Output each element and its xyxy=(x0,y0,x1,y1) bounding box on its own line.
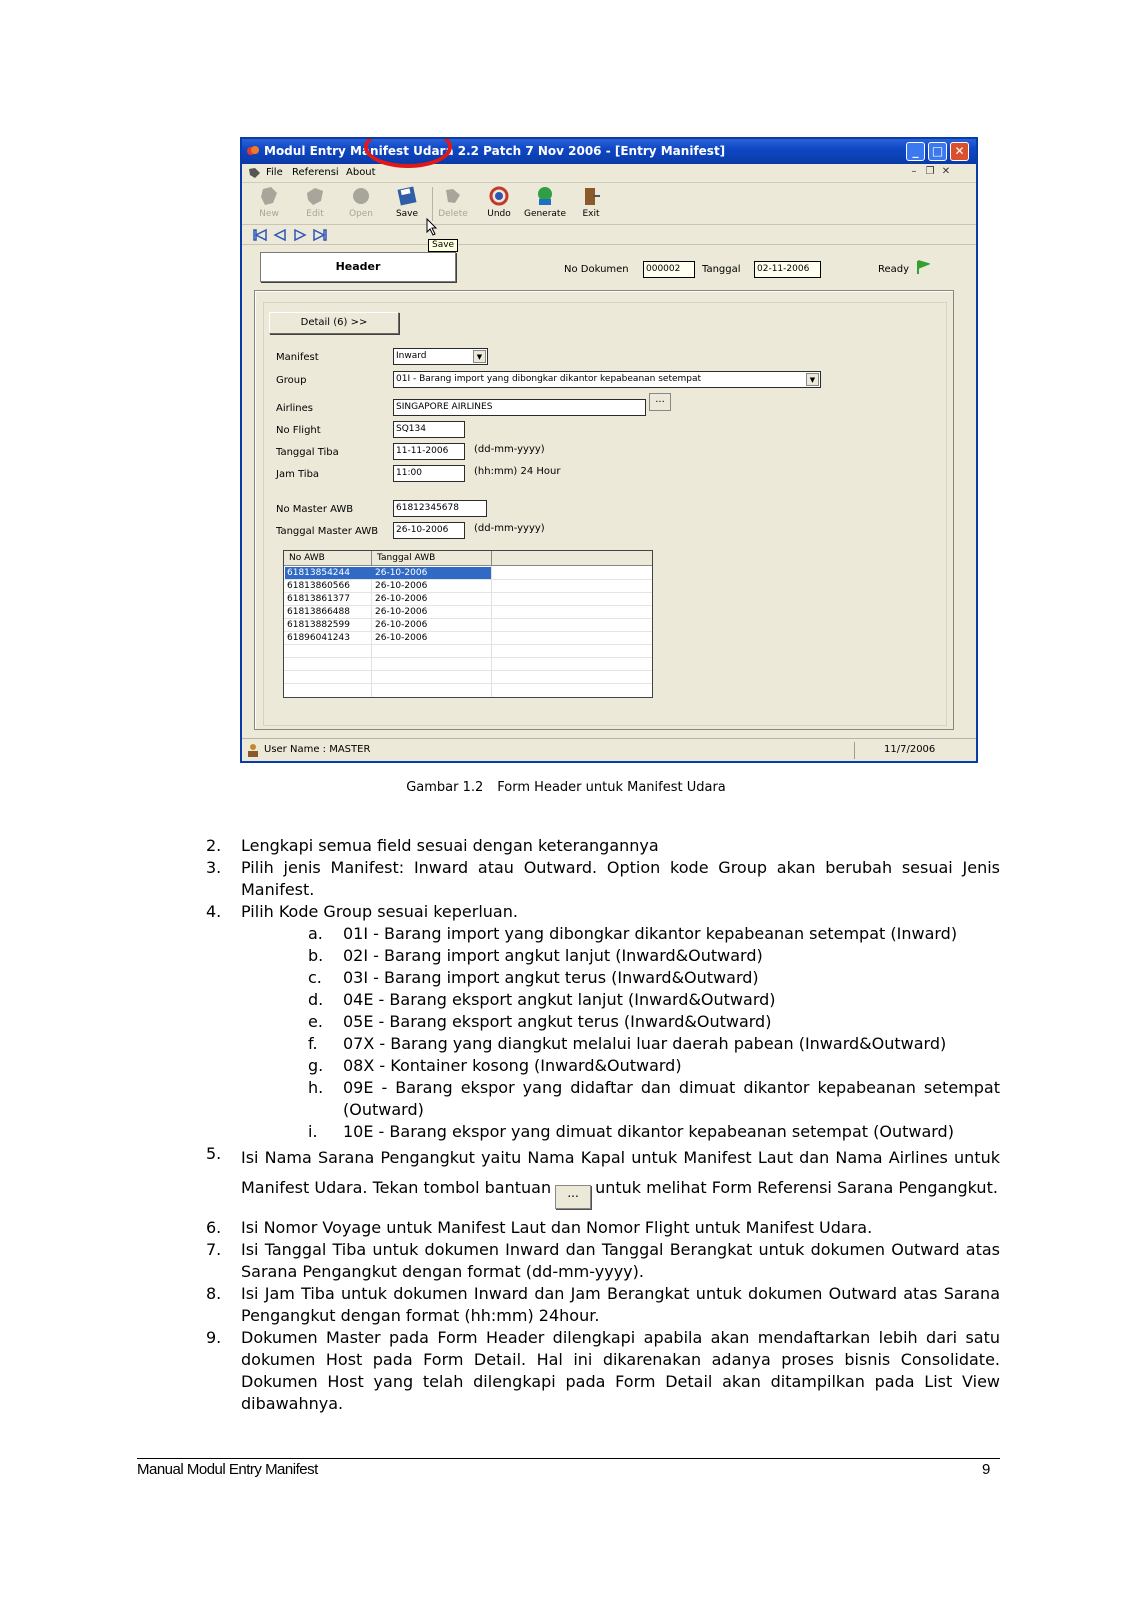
group-letter: a. xyxy=(308,924,323,943)
delete-button[interactable]: Delete xyxy=(430,185,476,225)
group-item: 04E - Barang eksport angkut lanjut (Inward&Outward) xyxy=(343,990,776,1009)
column-header-no-awb[interactable]: No AWB xyxy=(284,551,372,566)
undo-icon xyxy=(487,185,511,207)
group-item: 08X - Kontainer kosong (Inward&Outward) xyxy=(343,1056,682,1075)
group-letter: f. xyxy=(308,1034,318,1053)
lookup-button-illustration: ... xyxy=(555,1185,591,1209)
no-flight-label: No Flight xyxy=(276,425,321,436)
step-number: 3. xyxy=(206,858,222,877)
step-text: Lengkapi semua field sesuai dengan keterangannya xyxy=(241,836,659,855)
tanggal-tiba-label: Tanggal Tiba xyxy=(276,447,339,458)
group-label: Group xyxy=(276,375,307,386)
step-text: Isi Tanggal Tiba untuk dokumen Inward dan Tanggal Berangkat untuk dokumen Outward atas Sarana Pengangkut dengan format (dd-mm-yyyy). xyxy=(241,1240,1000,1281)
menu-referensi[interactable]: Referensi xyxy=(292,167,339,178)
mdi-minimize-icon[interactable]: – xyxy=(911,166,917,177)
empty-row xyxy=(284,671,652,684)
exit-button[interactable]: Exit xyxy=(568,185,614,225)
jam-tiba-input[interactable]: 11:00 xyxy=(393,465,465,482)
open-icon xyxy=(349,185,373,207)
column-header-tanggal-awb[interactable]: Tanggal AWB xyxy=(372,551,492,566)
edit-button[interactable]: Edit xyxy=(292,185,338,225)
undo-button[interactable]: Undo xyxy=(476,185,522,225)
group-letter: d. xyxy=(308,990,324,1009)
tanggal-tiba-hint: (dd-mm-yyyy) xyxy=(474,444,545,455)
group-item: 07X - Barang yang diangkut melalui luar daerah pabean (Inward&Outward) xyxy=(343,1034,947,1053)
empty-row xyxy=(284,645,652,658)
group-letter: c. xyxy=(308,968,322,987)
airlines-lookup-button[interactable]: ... xyxy=(649,393,671,411)
page-number: 9 xyxy=(982,1461,991,1478)
group-letter: i. xyxy=(308,1122,318,1141)
tanggal-tiba-input[interactable]: 11-11-2006 xyxy=(393,443,465,460)
generate-icon xyxy=(533,185,557,207)
step-number: 8. xyxy=(206,1284,222,1303)
mouse-cursor-icon xyxy=(426,218,438,236)
user-icon xyxy=(246,743,260,757)
exit-icon xyxy=(579,185,603,207)
chevron-down-icon: ▼ xyxy=(806,373,819,386)
table-row[interactable]: 61813882599 26-10-2006 xyxy=(284,619,652,632)
tanggal-master-awb-input[interactable]: 26-10-2006 xyxy=(393,522,465,539)
edit-icon xyxy=(303,185,327,207)
no-dokumen-field[interactable]: 000002 xyxy=(643,261,695,278)
menu-file[interactable]: File xyxy=(266,167,283,178)
first-record-icon[interactable] xyxy=(252,228,268,242)
table-row[interactable]: 61813860566 26-10-2006 xyxy=(284,580,652,593)
chevron-down-icon: ▼ xyxy=(473,350,486,363)
footer-title: Manual Modul Entry Manifest xyxy=(137,1461,318,1478)
step-text: Isi Jam Tiba untuk dokumen Inward dan Jam Berangkat untuk dokumen Outward atas Sarana Pengangkut dengan format (hh:mm) 24hour. xyxy=(241,1284,1000,1325)
status-date: 11/7/2006 xyxy=(884,744,936,755)
menu-about[interactable]: About xyxy=(346,167,376,178)
new-icon xyxy=(257,185,281,207)
toolbar xyxy=(242,183,976,225)
record-navigation-bar xyxy=(242,226,976,245)
figure-number: Gambar 1.2 xyxy=(406,780,484,795)
group-item: 09E - Barang ekspor yang didaftar dan dimuat dikantor kepabeanan setempat (Outward) xyxy=(343,1078,1000,1119)
step-number: 6. xyxy=(206,1218,222,1237)
step-number: 9. xyxy=(206,1328,222,1347)
detail-button[interactable]: Detail (6) >> xyxy=(269,312,399,334)
save-icon xyxy=(395,185,419,207)
step-text: Pilih Kode Group sesuai keperluan. xyxy=(241,902,518,921)
status-bar xyxy=(242,738,976,761)
status-user-name: User Name : MASTER xyxy=(264,744,371,755)
group-letter: e. xyxy=(308,1012,323,1031)
status-ready: Ready xyxy=(878,264,910,275)
tanggal-field[interactable]: 02-11-2006 xyxy=(754,261,821,278)
group-letter: h. xyxy=(308,1078,324,1097)
group-item: 03I - Barang import angkut terus (Inward&Outward) xyxy=(343,968,759,987)
app-window-screenshot xyxy=(240,137,978,763)
title-bar xyxy=(242,139,976,164)
open-button[interactable]: Open xyxy=(338,185,384,225)
step-text: Dokumen Master pada Form Header dilengkapi apabila akan mendaftarkan lebih dari satu dokumen Host pada Form Detail. Hal ini dikarenakan adanya proses bisnis Consolidate. Dokumen Host yang telah dilengkapi pada Form Detail akan ditampilkan pada List View dibawahnya. xyxy=(241,1328,1000,1413)
tanggal-master-awb-label: Tanggal Master AWB xyxy=(276,526,379,537)
jam-tiba-label: Jam Tiba xyxy=(276,469,320,480)
table-row[interactable]: 61896041243 26-10-2006 xyxy=(284,632,652,645)
step-number: 5. xyxy=(206,1144,222,1163)
group-item: 05E - Barang eksport angkut terus (Inward&Outward) xyxy=(343,1012,772,1031)
step-text: Isi Nomor Voyage untuk Manifest Laut dan Nomor Flight untuk Manifest Udara. xyxy=(241,1218,873,1237)
footer-rule xyxy=(137,1458,1000,1459)
mdi-close-icon[interactable]: ✕ xyxy=(941,166,951,177)
awb-list-view[interactable] xyxy=(283,550,653,698)
group-item: 01I - Barang import yang dibongkar dikantor kepabeanan setempat (Inward) xyxy=(343,924,958,943)
no-master-awb-input[interactable]: 61812345678 xyxy=(393,500,487,517)
new-button[interactable]: New xyxy=(246,185,292,225)
tanggal-master-awb-hint: (dd-mm-yyyy) xyxy=(474,523,545,534)
no-flight-input[interactable]: SQ134 xyxy=(393,421,465,438)
no-master-awb-label: No Master AWB xyxy=(276,504,354,515)
no-dokumen-label: No Dokumen xyxy=(564,264,629,275)
manifest-select[interactable]: Inward ▼ xyxy=(393,348,488,365)
mdi-restore-icon[interactable]: ❐ xyxy=(925,166,935,177)
generate-button[interactable]: Generate xyxy=(522,185,568,225)
group-select[interactable]: 01I - Barang import yang dibongkar dikantor kepabeanan setempat ▼ xyxy=(393,371,821,388)
save-button[interactable]: Save xyxy=(384,185,430,225)
figure-caption xyxy=(0,780,1132,795)
tanggal-label: Tanggal xyxy=(702,264,741,275)
menu-bar xyxy=(242,164,976,183)
minimize-button[interactable]: _ xyxy=(906,142,925,161)
ready-flag-icon xyxy=(916,259,930,275)
group-item: 10E - Barang ekspor yang dimuat dikantor kepabeanan setempat (Outward) xyxy=(343,1122,954,1141)
last-record-icon[interactable] xyxy=(312,228,328,242)
header-tab[interactable]: Header xyxy=(260,252,456,282)
manifest-label: Manifest xyxy=(276,352,319,363)
jam-tiba-hint: (hh:mm) 24 Hour xyxy=(474,466,561,477)
empty-row xyxy=(284,658,652,671)
save-tooltip: Save xyxy=(428,239,458,252)
step-number: 4. xyxy=(206,902,222,921)
step-text: Pilih jenis Manifest: Inward atau Outward. Option kode Group akan berubah sesuai Jenis Manifest. xyxy=(241,858,1000,899)
figure-caption-text: Form Header untuk Manifest Udara xyxy=(497,780,726,795)
close-button[interactable]: ✕ xyxy=(950,142,969,161)
step-text: Isi Nama Sarana Pengangkut yaitu Nama Kapal untuk Manifest Laut dan Nama Airlines untuk Manifest Udara. Tekan tombol bantuan ... untuk melihat Form Referensi Sarana Pengangkut. xyxy=(241,1143,1000,1209)
menu-app-icon xyxy=(248,167,261,179)
window-title: Modul Entry Manifest Udara 2.2 Patch 7 Nov 2006 - [Entry Manifest] xyxy=(264,144,726,158)
step-number: 2. xyxy=(206,836,222,855)
step-number: 7. xyxy=(206,1240,222,1259)
app-icon xyxy=(246,144,260,158)
airlines-label: Airlines xyxy=(276,403,313,414)
airlines-input[interactable]: SINGAPORE AIRLINES xyxy=(393,399,646,416)
group-letter: b. xyxy=(308,946,324,965)
table-row[interactable]: 61813866488 26-10-2006 xyxy=(284,606,652,619)
column-header-empty xyxy=(492,551,653,566)
table-row[interactable]: 61813861377 26-10-2006 xyxy=(284,593,652,606)
group-item: 02I - Barang import angkut lanjut (Inward&Outward) xyxy=(343,946,763,965)
maximize-button[interactable]: □ xyxy=(928,142,947,161)
delete-icon xyxy=(441,185,465,207)
status-divider xyxy=(854,742,855,759)
table-row[interactable]: 61813854244 26-10-2006 xyxy=(284,567,652,580)
group-letter: g. xyxy=(308,1056,324,1075)
previous-record-icon[interactable] xyxy=(272,228,288,242)
next-record-icon[interactable] xyxy=(292,228,308,242)
